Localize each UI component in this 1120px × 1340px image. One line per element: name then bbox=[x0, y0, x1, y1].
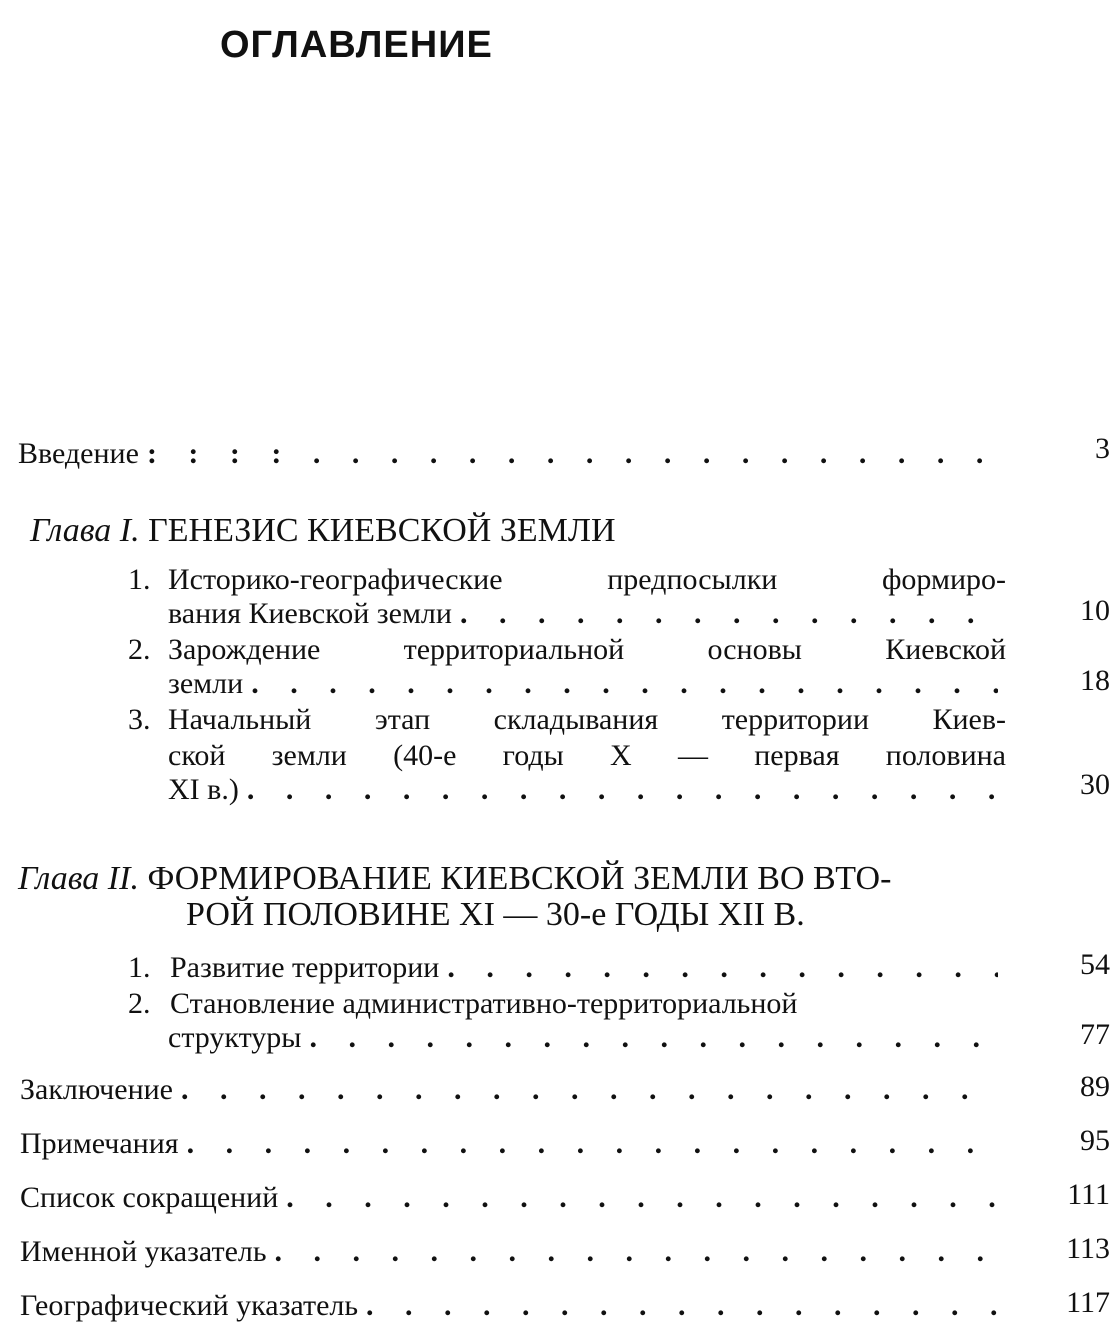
toc-page-number: 54 bbox=[1080, 948, 1110, 981]
toc-entry-ch2-2-line2[interactable] bbox=[168, 1020, 1006, 1056]
chapter-title: ФОРМИРОВАНИЕ КИЕВСКОЙ ЗЕМЛИ ВО ВТО- bbox=[147, 860, 892, 897]
dot-leader bbox=[286, 1180, 1000, 1216]
dot-leader bbox=[181, 1072, 1000, 1108]
chapter-1-heading bbox=[30, 512, 616, 550]
toc-entry-ch1-3-line3[interactable] bbox=[168, 772, 1006, 808]
toc-entry-ch1-1-line2[interactable] bbox=[168, 596, 1006, 632]
item-text: Зарождение территориальной основы Киевской bbox=[168, 633, 1006, 666]
chapter-label: Глава II. bbox=[18, 860, 139, 897]
dot-leader bbox=[147, 436, 1000, 472]
dot-leader bbox=[460, 596, 998, 632]
dot-leader bbox=[251, 666, 998, 702]
toc-page-number: 77 bbox=[1080, 1018, 1110, 1051]
item-text: Становление административно-территориальной bbox=[170, 987, 798, 1020]
item-text: земли bbox=[168, 667, 244, 700]
item-text: Развитие территории bbox=[170, 951, 440, 984]
toc-entry-ch1-3-line2[interactable] bbox=[168, 738, 1006, 774]
toc-entry-ch1-3-line1[interactable] bbox=[128, 702, 1006, 738]
toc-page-number: 30 bbox=[1080, 768, 1110, 801]
toc-entry-label: Заключение bbox=[20, 1073, 173, 1106]
item-text: структуры bbox=[168, 1021, 302, 1054]
toc-entry-label: Введение bbox=[18, 437, 139, 470]
chapter-2-heading bbox=[18, 860, 891, 898]
item-text: вания Киевской земли bbox=[168, 597, 452, 630]
toc-entry-ch1-2-line2[interactable] bbox=[168, 666, 1006, 702]
toc-entry-ch2-2-line1[interactable] bbox=[128, 986, 1006, 1022]
item-number: 2. bbox=[128, 987, 151, 1020]
toc-entry-name-index[interactable] bbox=[20, 1234, 1008, 1270]
toc-entry-ch1-1-line1[interactable] bbox=[128, 562, 1006, 598]
toc-entry-notes[interactable] bbox=[20, 1126, 1008, 1162]
dot-leader bbox=[187, 1126, 1000, 1162]
toc-page-number: 117 bbox=[1066, 1286, 1110, 1319]
chapter-2-heading-line2: РОЙ ПОЛОВИНЕ XI — 30-е ГОДЫ XII В. bbox=[186, 896, 805, 933]
toc-entry-label: Именной указатель bbox=[20, 1235, 267, 1268]
toc-entry-intro[interactable] bbox=[18, 436, 1008, 472]
toc-entry-geo-index[interactable] bbox=[20, 1288, 1008, 1324]
page-title: ОГЛАВЛЕНИЕ bbox=[220, 24, 493, 66]
item-text: Историко-географические предпосылки формиро- bbox=[168, 563, 1006, 596]
item-text: ской земли (40-е годы X — первая половина bbox=[168, 739, 1006, 772]
toc-entry-ch1-2-line1[interactable] bbox=[128, 632, 1006, 668]
toc-page-number: 3 bbox=[1095, 432, 1110, 465]
dot-leader bbox=[275, 1234, 1000, 1270]
toc-page-number: 111 bbox=[1067, 1178, 1110, 1211]
toc-entry-label: Географический указатель bbox=[20, 1289, 359, 1322]
chapter-label: Глава I. bbox=[30, 512, 140, 549]
chapter-title: ГЕНЕЗИС КИЕВСКОЙ ЗЕМЛИ bbox=[148, 512, 616, 549]
toc-page-number: 89 bbox=[1080, 1070, 1110, 1103]
item-text: XI в.) bbox=[168, 773, 239, 806]
toc-entry-label: Список сокращений bbox=[20, 1181, 279, 1214]
dot-leader bbox=[309, 1020, 998, 1056]
dot-leader bbox=[247, 772, 998, 808]
toc-entry-conclusion[interactable] bbox=[20, 1072, 1008, 1108]
toc-entry-label: Примечания bbox=[20, 1127, 179, 1160]
toc-page-number: 10 bbox=[1080, 594, 1110, 627]
item-number: 1. bbox=[128, 563, 151, 596]
toc-page-number: 18 bbox=[1080, 664, 1110, 697]
toc-page-number: 95 bbox=[1080, 1124, 1110, 1157]
toc-page-number: 113 bbox=[1066, 1232, 1110, 1265]
dot-leader bbox=[447, 950, 998, 986]
toc-entry-abbreviations[interactable] bbox=[20, 1180, 1008, 1216]
dot-leader bbox=[366, 1288, 1000, 1324]
item-number: 1. bbox=[128, 951, 151, 984]
item-number: 2. bbox=[128, 633, 151, 666]
toc-entry-ch2-1[interactable] bbox=[128, 950, 1006, 986]
item-number: 3. bbox=[128, 703, 151, 736]
item-text: Начальный этап складывания территории Киев- bbox=[168, 703, 1006, 736]
